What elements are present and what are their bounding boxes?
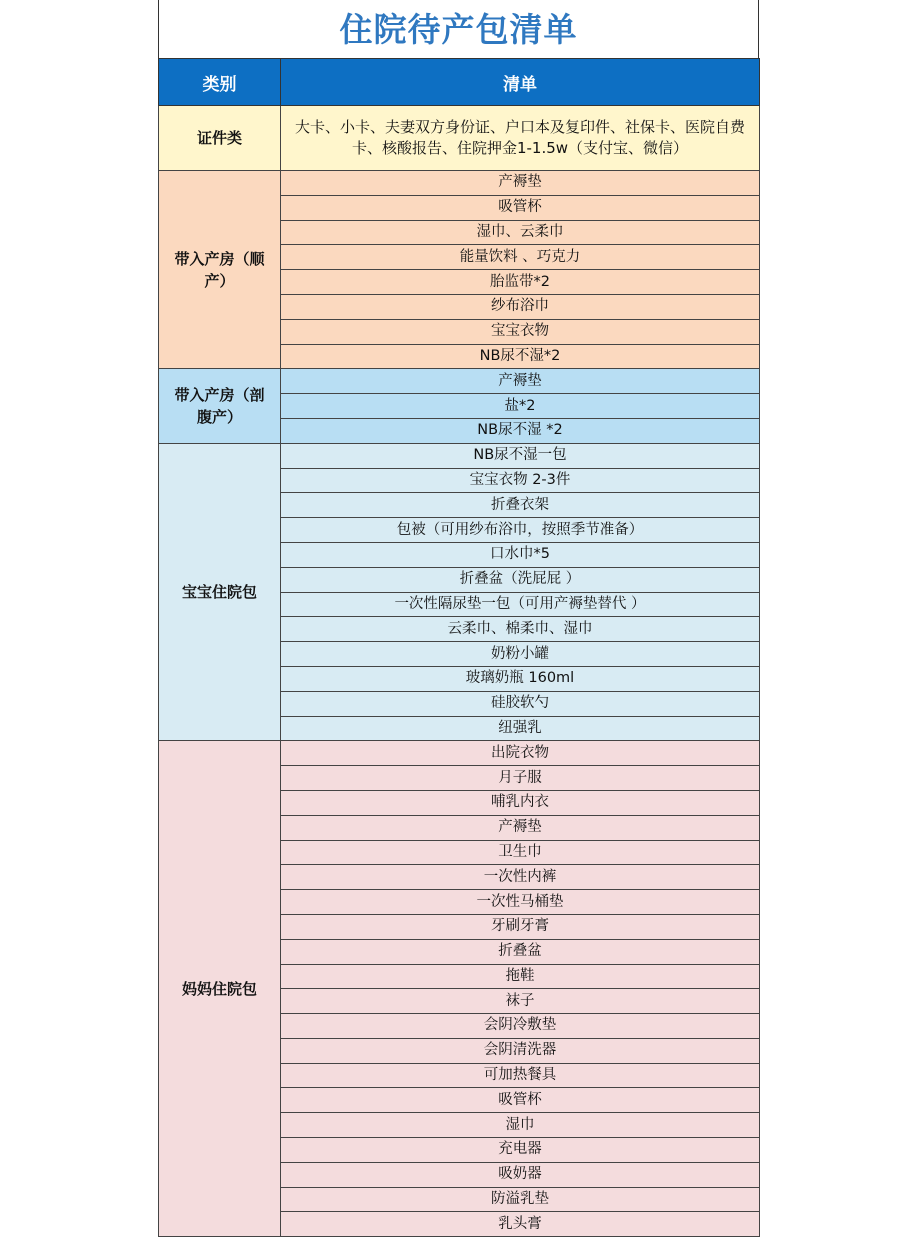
item-cell: 袜子 [281,989,760,1014]
item-cell: 纽强乳 [281,716,760,741]
item-cell: 吸管杯 [281,195,760,220]
page-title: 住院待产包清单 [159,0,758,58]
item-cell: 能量饮料 、巧克力 [281,245,760,270]
item-cell: 卫生巾 [281,840,760,865]
item-cell: NB尿不湿*2 [281,344,760,369]
item-cell: NB尿不湿一包 [281,443,760,468]
item-cell: 会阴清洗器 [281,1038,760,1063]
table-row [159,106,760,171]
item-cell: 硅胶软勺 [281,691,760,716]
item-cell: 纱布浴巾 [281,294,760,319]
item-cell: 折叠盆 [281,939,760,964]
checklist-body [159,106,760,1237]
item-cell: 包被（可用纱布浴巾，按照季节准备） [281,518,760,543]
item-cell: 产褥垫 [281,171,760,196]
item-cell: 产褥垫 [281,815,760,840]
item-cell: 会阴冷敷垫 [281,1014,760,1039]
header-row [159,59,760,106]
header-list: 清单 [281,59,760,106]
item-cell: 吸奶器 [281,1162,760,1187]
item-cell: 大卡、小卡、夫妻双方身份证、户口本及复印件、社保卡、医院自费卡、核酸报告、住院押金1-1.5w（支付宝、微信） [281,106,760,171]
category-cell: 证件类 [159,106,281,171]
item-cell: 拖鞋 [281,964,760,989]
category-cell: 带入产房（顺产） [159,171,281,369]
checklist-sheet [158,0,759,1232]
item-cell: 胎监带*2 [281,270,760,295]
item-cell: 宝宝衣物 [281,319,760,344]
item-cell: NB尿不湿 *2 [281,418,760,443]
item-cell: 玻璃奶瓶 160ml [281,666,760,691]
item-cell: 月子服 [281,766,760,791]
item-cell: 一次性内裤 [281,865,760,890]
table-row [159,741,760,766]
category-cell: 带入产房（剖腹产） [159,369,281,443]
category-cell: 妈妈住院包 [159,741,281,1237]
item-cell: 盐*2 [281,394,760,419]
category-cell: 宝宝住院包 [159,443,281,741]
table-row [159,369,760,394]
item-cell: 一次性马桶垫 [281,890,760,915]
item-cell: 云柔巾、棉柔巾、湿巾 [281,617,760,642]
item-cell: 牙刷牙膏 [281,914,760,939]
item-cell: 产褥垫 [281,369,760,394]
item-cell: 乳头膏 [281,1212,760,1237]
item-cell: 湿巾 [281,1113,760,1138]
table-row [159,171,760,196]
item-cell: 哺乳内衣 [281,790,760,815]
item-cell: 折叠盆（洗屁屁 ） [281,567,760,592]
checklist-table [158,58,760,1237]
item-cell: 折叠衣架 [281,493,760,518]
item-cell: 充电器 [281,1138,760,1163]
item-cell: 奶粉小罐 [281,642,760,667]
item-cell: 防溢乳垫 [281,1187,760,1212]
item-cell: 出院衣物 [281,741,760,766]
table-row [159,443,760,468]
item-cell: 口水巾*5 [281,542,760,567]
item-cell: 可加热餐具 [281,1063,760,1088]
item-cell: 湿巾、云柔巾 [281,220,760,245]
item-cell: 一次性隔尿垫一包（可用产褥垫替代 ） [281,592,760,617]
item-cell: 吸管杯 [281,1088,760,1113]
header-category: 类别 [159,59,281,106]
item-cell: 宝宝衣物 2-3件 [281,468,760,493]
